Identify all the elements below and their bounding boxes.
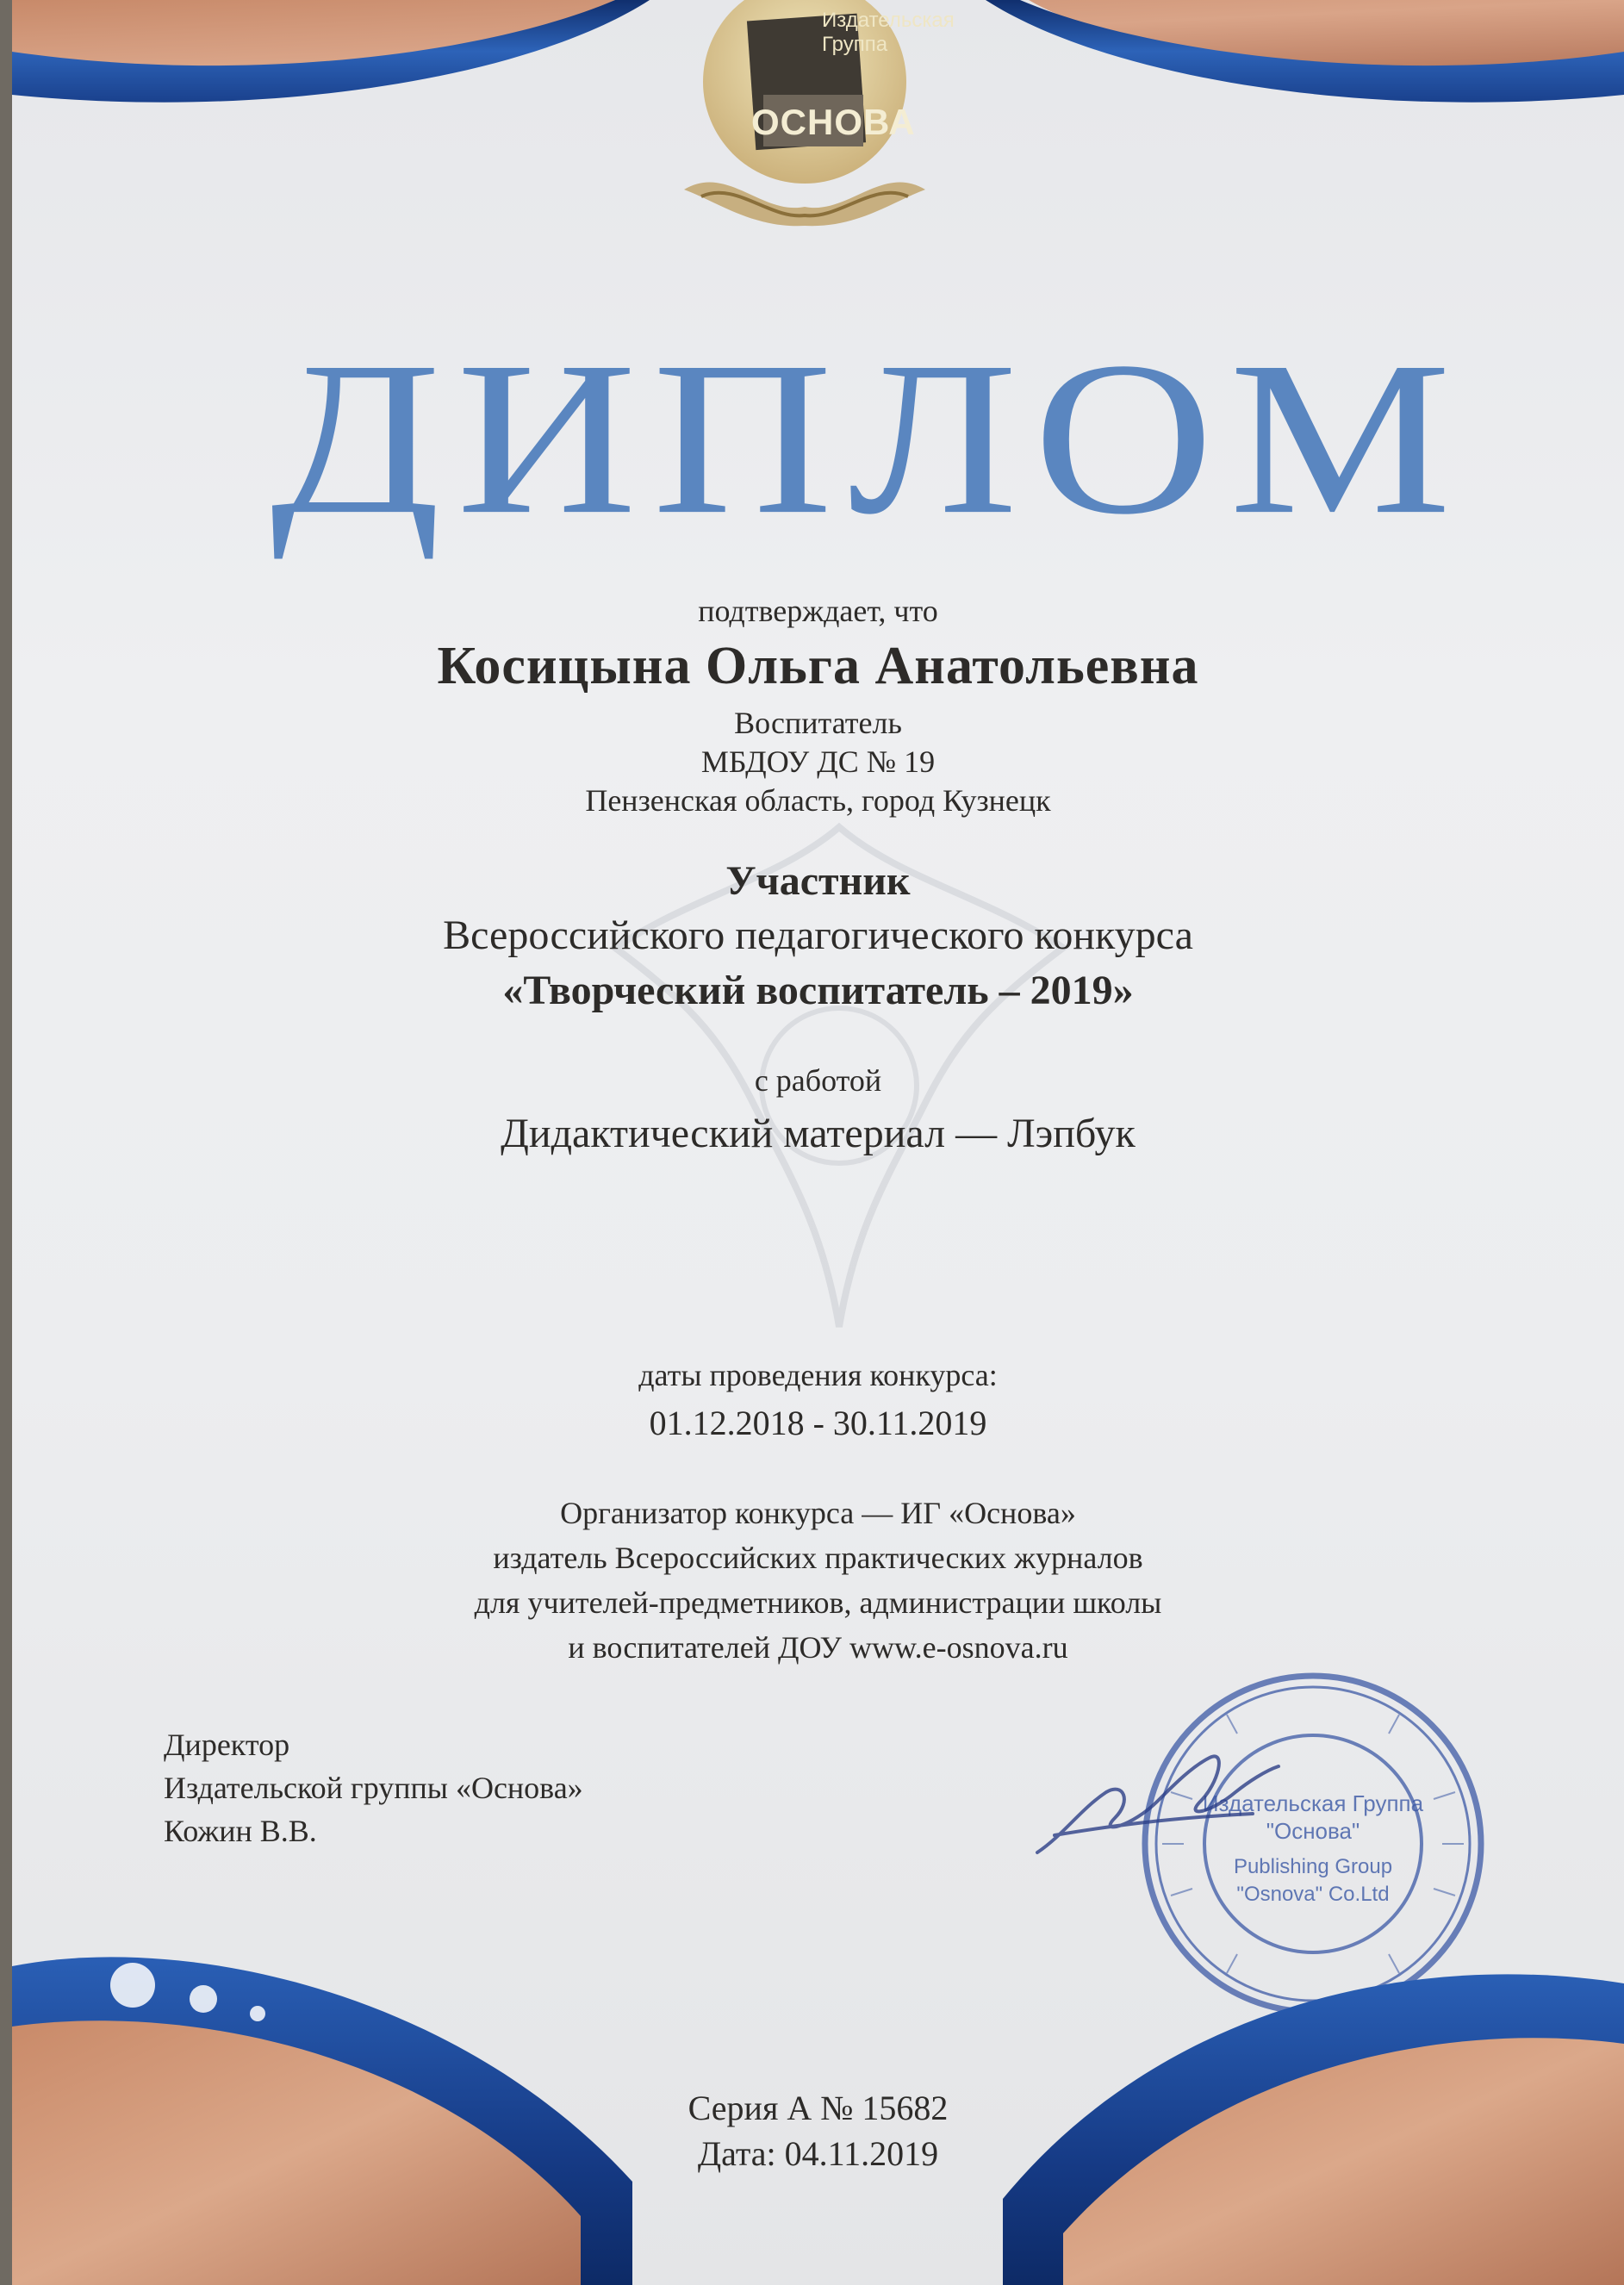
- dates-label: даты проведения конкурса:: [638, 1358, 998, 1392]
- dates-range: 01.12.2018 - 30.11.2019: [649, 1404, 987, 1442]
- stamp-line-4: "Osnova" Co.Ltd: [1236, 1883, 1390, 1906]
- director-name: Кожин В.В.: [164, 1814, 317, 1848]
- osnova-logo: [667, 0, 955, 250]
- director-org: Издательской группы «Основа»: [164, 1771, 583, 1805]
- stamp-line-2: "Основа": [1266, 1818, 1360, 1844]
- work-intro: с работой: [754, 1063, 882, 1098]
- work-title: Дидактический материал — Лэпбук: [501, 1111, 1136, 1156]
- series-number: Серия А № 15682: [688, 2089, 949, 2127]
- page-title: ДИПЛОМ: [271, 316, 1467, 560]
- confirms-text: подтверждает, что: [698, 594, 938, 628]
- organizer-line-1: Организатор конкурса — ИГ «Основа»: [560, 1496, 1076, 1530]
- recipient-institution: МБДОУ ДС № 19: [700, 744, 936, 779]
- bottom-ornament: [12, 1837, 1624, 2285]
- logo-brand: ОСНОВА: [751, 102, 916, 142]
- stamp-line-1: Издательская Группа: [1202, 1790, 1424, 1816]
- organizer-line-4: и воспитателей ДОУ www.e-osnova.ru: [568, 1630, 1068, 1665]
- director-block: [164, 1723, 583, 1852]
- contest-line: Всероссийского педагогического конкурса: [443, 912, 1193, 958]
- contest-name: «Творческий воспитатель – 2019»: [502, 968, 1134, 1013]
- organizer-line-3: для учителей-предметников, администрации школы: [474, 1585, 1162, 1620]
- recipient-position: Воспитатель: [734, 706, 902, 740]
- diploma-paper: [12, 0, 1624, 2285]
- recipient-name: Косицына Ольга Анатольевна: [437, 637, 1199, 695]
- organizer-line-2: издатель Всероссийских практических журналов: [493, 1541, 1143, 1575]
- recipient-location: Пензенская область, город Кузнецк: [585, 783, 1051, 818]
- director-title: Директор: [164, 1728, 290, 1762]
- issue-date: Дата: 04.11.2019: [697, 2134, 939, 2173]
- award-status: Участник: [725, 858, 911, 904]
- logo-caption: Издательская Группа: [822, 9, 955, 56]
- stamp-line-3: Publishing Group: [1233, 1855, 1393, 1878]
